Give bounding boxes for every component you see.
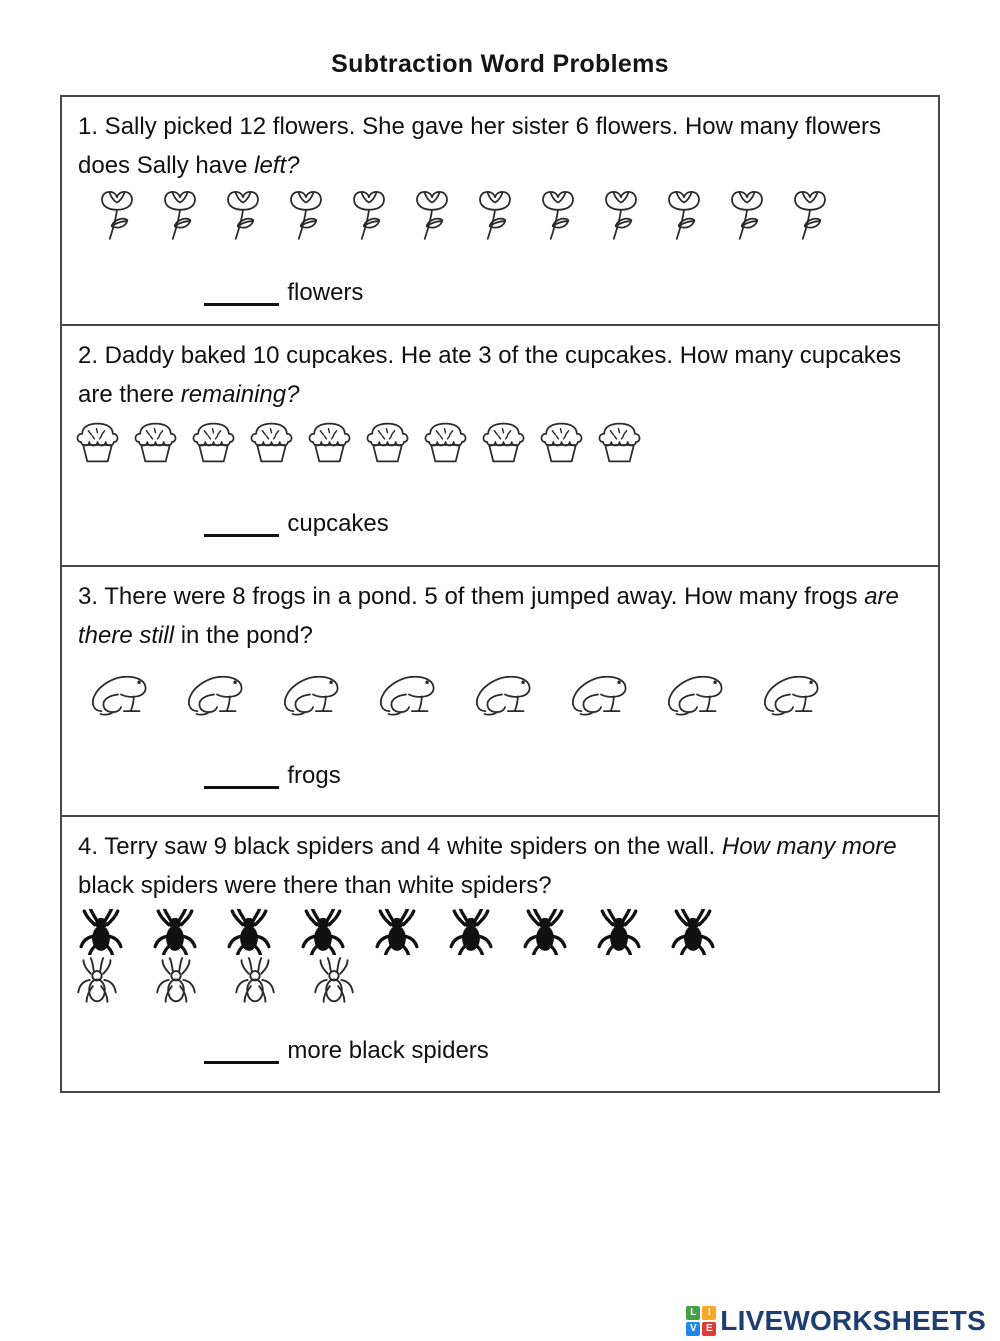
cupcake-icon	[538, 422, 585, 464]
problem-text	[78, 827, 920, 905]
problem-text	[78, 577, 920, 655]
frog-icon-row	[88, 671, 926, 716]
flower-icon	[661, 189, 707, 243]
spider-black-icon	[592, 909, 646, 955]
cupcake-icon-row	[74, 422, 926, 464]
answer-blank[interactable]	[204, 283, 279, 306]
cupcake-icon	[74, 422, 121, 464]
answer-line	[204, 762, 926, 790]
answer-blank[interactable]	[204, 766, 279, 789]
black-spider-icon-row	[74, 909, 926, 955]
cupcake-icon	[190, 422, 237, 464]
logo-tile-v: V	[686, 1322, 700, 1336]
spider-black-icon	[518, 909, 572, 955]
cupcake-icon	[480, 422, 527, 464]
frog-icon	[472, 671, 538, 716]
frog-icon	[184, 671, 250, 716]
white-spider-icon-row	[74, 957, 926, 1007]
spider-black-icon	[74, 909, 128, 955]
flower-icon	[220, 189, 266, 243]
cupcake-icon	[422, 422, 469, 464]
problem-text	[78, 107, 920, 185]
flower-icon	[472, 189, 518, 243]
frog-icon	[376, 671, 442, 716]
flower-icon	[157, 189, 203, 243]
spider-white-icon	[311, 957, 357, 1007]
frog-icon	[88, 671, 154, 716]
frog-icon	[664, 671, 730, 716]
cupcake-icon	[596, 422, 643, 464]
answer-label: flowers	[287, 279, 364, 306]
flower-icon	[535, 189, 581, 243]
answer-blank[interactable]	[204, 1041, 279, 1064]
spider-black-icon	[222, 909, 276, 955]
worksheet-table	[60, 95, 940, 1093]
frog-icon	[280, 671, 346, 716]
problem-box-2	[62, 324, 938, 565]
answer-line	[204, 510, 926, 538]
problem-text-part: 4. Terry saw 9 black spiders and 4 white spiders on the wall.	[78, 833, 722, 860]
cupcake-icon	[248, 422, 295, 464]
logo-tile-l: L	[686, 1306, 700, 1320]
problem-text-part: 2. Daddy baked 10 cupcakes. He ate 3 of the cupcakes. How many cupcakes are there	[78, 342, 902, 408]
problem-text-part-italic: are there still	[78, 583, 899, 649]
answer-label: frogs	[287, 762, 341, 789]
answer-line	[204, 279, 926, 307]
problem-text-part-italic: How many more	[721, 833, 897, 860]
problem-box-1	[62, 97, 938, 324]
flower-icon-row	[94, 189, 926, 243]
logo-tiles	[686, 1306, 716, 1336]
cupcake-icon	[132, 422, 179, 464]
flower-icon	[409, 189, 455, 243]
problem-text-part: in the pond?	[174, 622, 313, 649]
cupcake-icon	[306, 422, 353, 464]
page-title: Subtraction Word Problems	[331, 50, 669, 78]
answer-label: cupcakes	[287, 510, 389, 537]
spider-black-icon	[666, 909, 720, 955]
flower-icon	[94, 189, 140, 243]
liveworksheets-logo[interactable]	[686, 1305, 986, 1337]
spider-black-icon	[370, 909, 424, 955]
answer-label: more black spiders	[287, 1037, 489, 1064]
flower-icon	[283, 189, 329, 243]
logo-wordmark: LIVEWORKSHEETS	[720, 1305, 986, 1336]
frog-icon	[568, 671, 634, 716]
problem-text-part: black spiders were there than white spiders?	[78, 872, 552, 899]
logo-tile-e: E	[702, 1322, 716, 1336]
spider-black-icon	[444, 909, 498, 955]
problem-box-3	[62, 565, 938, 815]
spider-white-icon	[74, 957, 120, 1007]
problem-text-part-italic: remaining?	[180, 381, 300, 408]
flower-icon	[787, 189, 833, 243]
problem-text	[78, 336, 920, 414]
logo-tile-i: I	[702, 1306, 716, 1320]
spider-black-icon	[148, 909, 202, 955]
flower-icon	[598, 189, 644, 243]
answer-line	[204, 1037, 926, 1065]
spider-white-icon	[153, 957, 199, 1007]
flower-icon	[346, 189, 392, 243]
answer-blank[interactable]	[204, 514, 279, 537]
frog-icon	[760, 671, 826, 716]
flower-icon	[724, 189, 770, 243]
problem-box-4	[62, 815, 938, 1091]
spider-white-icon	[232, 957, 278, 1007]
problem-text-part: 1. Sally picked 12 flowers. She gave her sister 6 flowers. How many flowers does Sally have	[78, 113, 882, 179]
spider-black-icon	[296, 909, 350, 955]
problem-text-part: 3. There were 8 frogs in a pond. 5 of them jumped away. How many frogs	[78, 583, 865, 610]
problem-text-part-italic: left?	[254, 152, 300, 179]
cupcake-icon	[364, 422, 411, 464]
